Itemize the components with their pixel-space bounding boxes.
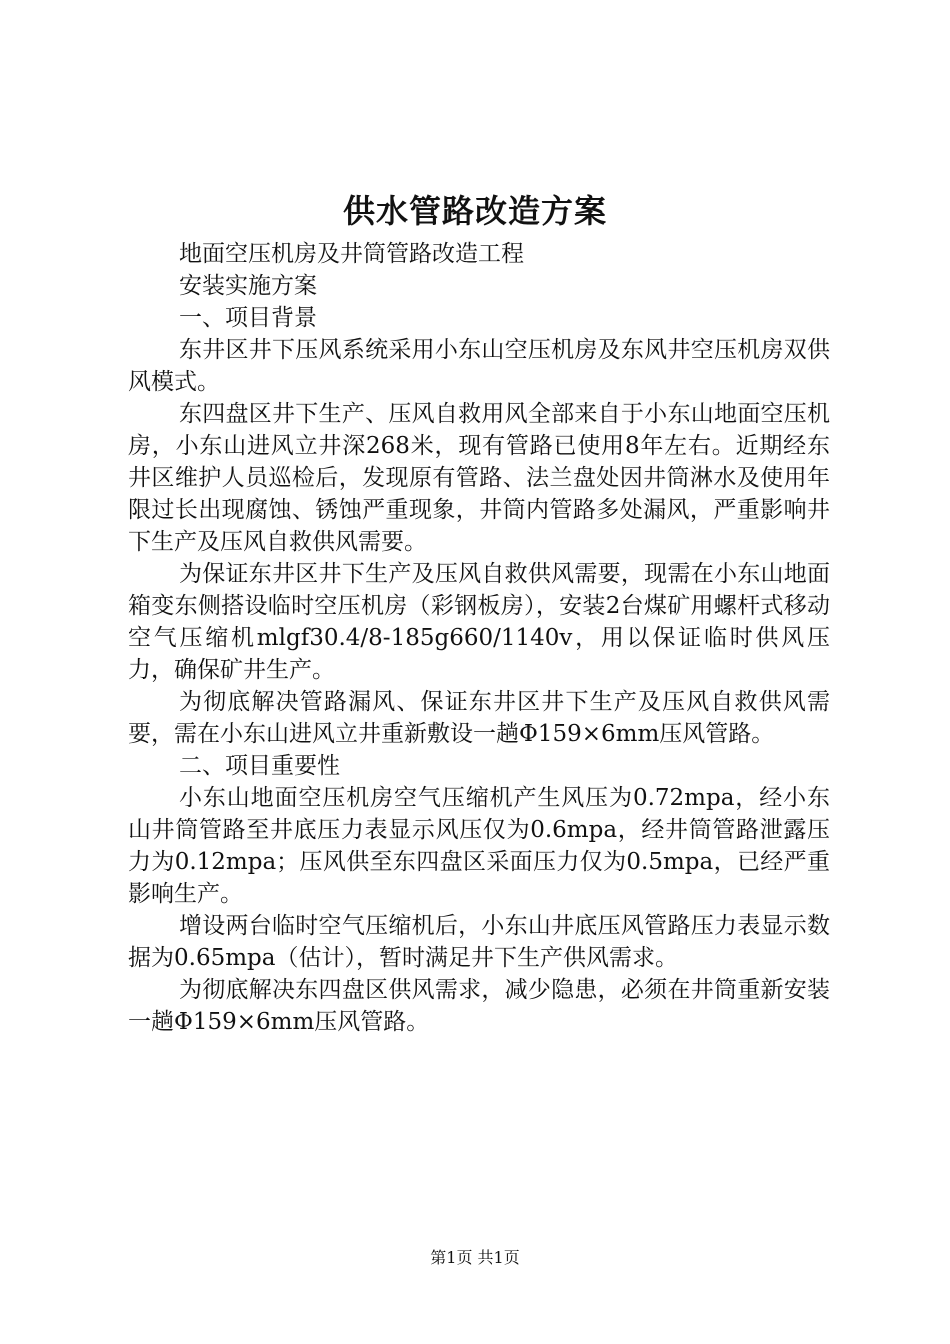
paragraph-subtitle-2: 安装实施方案 <box>179 273 317 299</box>
paragraph: 为彻底解决管路漏风、保证东井区井下生产及压风自救供风需要，需在小东山进风立井重新敷设一趟Φ159×6mm压风管路。 <box>128 689 830 747</box>
section-heading-importance: 二、项目重要性 <box>179 753 340 779</box>
section-heading-background: 一、项目背景 <box>179 305 317 331</box>
paragraph: 东井区井下压风系统采用小东山空压机房及东风井空压机房双供风模式。 <box>128 337 830 395</box>
paragraph: 增设两台临时空气压缩机后，小东山井底压风管路压力表显示数据为0.65mpa（估计），暂时满足井下生产供风需求。 <box>128 913 830 971</box>
paragraph-subtitle-1: 地面空压机房及井筒管路改造工程 <box>179 241 524 267</box>
page-footer: 第1页 共1页 <box>430 1248 520 1267</box>
document-title: 供水管路改造方案 <box>342 192 607 230</box>
document-body <box>128 238 830 1038</box>
paragraph: 东四盘区井下生产、压风自救用风全部来自于小东山地面空压机房，小东山进风立井深268米，现有管路已使用8年左右。近期经东井区维护人员巡检后，发现原有管路、法兰盘处因井筒淋水及使用年限过长出现腐蚀、锈蚀严重现象，井筒内管路多处漏风，严重影响井下生产及压风自救供风需要。 <box>128 401 830 555</box>
paragraph: 为保证东井区井下生产及压风自救供风需要，现需在小东山地面箱变东侧搭设临时空压机房（彩钢板房），安装2台煤矿用螺杆式移动空气压缩机mlgf30.4/8-185g660/1140v，用以保证临时供风压力，确保矿井生产。 <box>128 561 830 683</box>
paragraph: 为彻底解决东四盘区供风需求，减少隐患，必须在井筒重新安装一趟Φ159×6mm压风管路。 <box>128 977 830 1035</box>
paragraph: 小东山地面空压机房空气压缩机产生风压为0.72mpa，经小东山井筒管路至井底压力表显示风压仅为0.6mpa，经井筒管路泄露压力为0.12mpa；压风供至东四盘区采面压力仅为0.5mpa，已经严重影响生产。 <box>128 785 830 907</box>
